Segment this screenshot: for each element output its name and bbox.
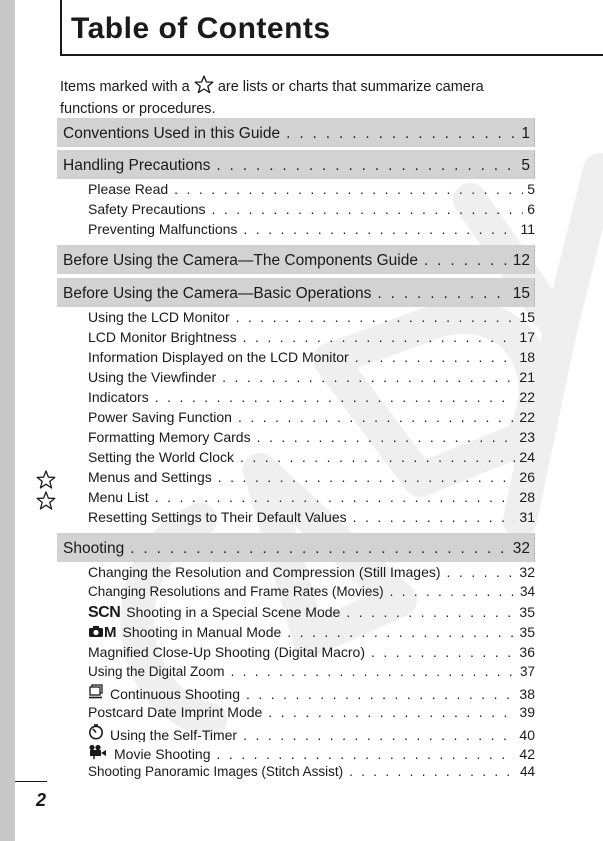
toc-entry[interactable] [88, 469, 535, 487]
section-page: 5 [521, 157, 530, 174]
leader-dots [353, 509, 516, 525]
toc-entry[interactable] [88, 369, 535, 387]
toc-entry[interactable] [88, 664, 535, 682]
entry-label: Indicators [88, 389, 149, 405]
toc-entry[interactable] [88, 389, 535, 407]
leader-dots [424, 252, 509, 270]
toc-section[interactable] [57, 278, 535, 307]
entry-label: Movie Shooting [114, 746, 211, 762]
entry-page: 26 [519, 469, 535, 485]
star-outline-icon [36, 491, 56, 511]
toc-entry[interactable] [88, 509, 535, 527]
entry-page: 37 [519, 664, 535, 679]
leader-dots [238, 409, 515, 425]
leader-dots [243, 329, 516, 345]
leader-dots [243, 727, 515, 742]
leader-dots [130, 540, 509, 558]
toc-entry[interactable] [88, 604, 535, 622]
entry-page: 5 [527, 181, 535, 197]
entry-label: Using the Viewfinder [88, 369, 217, 385]
entry-page: 36 [519, 644, 535, 660]
entry-page: 28 [519, 489, 535, 505]
continuous-shooting-icon [88, 684, 104, 702]
entry-label: Postcard Date Imprint Mode [88, 704, 263, 720]
toc-entry[interactable] [88, 724, 535, 742]
scn-mode-icon: SCN [88, 604, 121, 621]
entry-label: Preventing Malfunctions [88, 221, 238, 237]
toc-entry[interactable] [88, 684, 535, 702]
entry-page: 18 [519, 349, 535, 365]
section-page: 32 [512, 540, 530, 557]
toc-entry[interactable] [88, 489, 535, 507]
entry-label: Safety Precautions [88, 201, 206, 217]
intro-before: Items marked with a [60, 79, 190, 95]
title-box [60, 0, 603, 56]
entry-label: Shooting in a Special Scene Mode [126, 604, 341, 620]
entry-page: 21 [519, 369, 535, 385]
toc-entry[interactable] [88, 221, 535, 239]
leader-dots [216, 157, 517, 175]
toc-entry[interactable] [88, 429, 535, 447]
entry-page: 39 [519, 704, 535, 720]
self-timer-icon [88, 724, 104, 742]
leader-dots [236, 309, 516, 325]
leader-dots [222, 369, 515, 385]
leader-dots [390, 584, 516, 599]
toc-entry[interactable] [88, 329, 535, 347]
leader-dots [268, 704, 515, 720]
toc-section[interactable] [57, 118, 535, 147]
toc-entry[interactable] [88, 644, 535, 662]
entry-page: 35 [519, 624, 535, 640]
section-page: 12 [512, 252, 530, 269]
entry-label: Setting the World Clock [88, 449, 235, 465]
intro-text [60, 75, 540, 119]
entry-label: Changing the Resolution and Compression (Still Images) [88, 564, 441, 580]
leader-dots [286, 125, 517, 143]
left-margin-bar [0, 0, 15, 841]
leader-dots [155, 389, 516, 405]
entry-page: 22 [519, 389, 535, 405]
entry-page: 34 [519, 584, 535, 599]
entry-label: Changing Resolutions and Frame Rates (Movies) [88, 584, 384, 599]
star-outline-icon [194, 75, 214, 100]
leader-dots [155, 489, 516, 505]
section-label: Conventions Used in this Guide [63, 125, 281, 142]
entry-label: Power Saving Function [88, 409, 232, 425]
footer-rule [15, 781, 47, 782]
entry-label: Menus and Settings [88, 469, 212, 485]
leader-dots [217, 746, 516, 762]
page-title: Table of Contents [71, 12, 331, 45]
entry-page: 42 [519, 746, 535, 762]
entry-label: Using the Self-Timer [110, 727, 238, 742]
toc-entry[interactable] [88, 744, 535, 762]
toc-entry[interactable] [88, 704, 535, 722]
movie-icon [88, 744, 108, 762]
toc-entry[interactable] [88, 181, 535, 199]
entry-label: Magnified Close-Up Shooting (Digital Macro) [88, 644, 366, 660]
entry-label: Using the Digital Zoom [88, 664, 225, 679]
entry-page: 6 [527, 201, 535, 217]
entry-label: Shooting Panoramic Images (Stitch Assist) [88, 764, 344, 779]
toc-entry[interactable] [88, 309, 535, 327]
entry-page: 17 [519, 329, 535, 345]
entry-label: Information Displayed on the LCD Monitor [88, 349, 349, 365]
toc-entry[interactable] [88, 349, 535, 367]
entry-page: 44 [519, 764, 535, 779]
leader-dots [355, 349, 516, 365]
toc-section[interactable] [57, 533, 535, 562]
entry-label: Resetting Settings to Their Default Values [88, 509, 347, 525]
entry-page: 38 [519, 686, 535, 702]
toc-entry[interactable] [88, 624, 535, 642]
leader-dots [231, 664, 516, 679]
section-page: 15 [512, 285, 530, 302]
leader-dots [218, 469, 516, 485]
entry-page: 24 [519, 449, 535, 465]
star-outline-icon [36, 470, 56, 490]
entry-label: Shooting in Manual Mode [122, 624, 282, 640]
toc-section[interactable] [57, 150, 535, 179]
leader-dots [240, 449, 515, 465]
section-label: Shooting [63, 540, 125, 557]
leader-dots [257, 429, 516, 445]
entry-label: Formatting Memory Cards [88, 429, 251, 445]
entry-label: Please Read [88, 181, 169, 197]
section-label: Before Using the Camera—The Components Guide [63, 252, 418, 269]
entry-page: 23 [519, 429, 535, 445]
entry-page: 35 [519, 604, 535, 620]
leader-dots [371, 644, 515, 660]
toc-entry[interactable] [88, 409, 535, 427]
toc-entry[interactable] [88, 449, 535, 467]
leader-dots [447, 564, 516, 580]
manual-mode-letter: M [104, 624, 117, 641]
section-label: Before Using the Camera—Basic Operations [63, 285, 372, 302]
manual-mode-icon [88, 624, 117, 641]
section-page: 1 [521, 125, 530, 142]
toc-entry[interactable] [88, 564, 535, 582]
entry-page: 22 [519, 409, 535, 425]
toc-entry[interactable] [88, 584, 535, 602]
leader-dots [174, 181, 523, 197]
entry-label: Menu List [88, 489, 149, 505]
entry-page: 15 [519, 309, 535, 325]
intro-after: are lists or charts that summarize camera functions or procedures. [60, 79, 484, 117]
entry-page: 11 [520, 221, 535, 237]
leader-dots [246, 686, 515, 702]
page-number: 2 [36, 790, 47, 810]
leader-dots [346, 604, 515, 620]
entry-label: Using the LCD Monitor [88, 309, 230, 325]
section-label: Handling Precautions [63, 157, 211, 174]
entry-label: Continuous Shooting [110, 686, 240, 702]
leader-dots [243, 221, 516, 237]
entry-page: 40 [519, 727, 535, 742]
entry-page: 31 [519, 509, 535, 525]
toc-entry[interactable] [88, 201, 535, 219]
toc-section[interactable] [57, 245, 535, 274]
leader-dots [212, 201, 524, 217]
toc-entry[interactable] [88, 764, 535, 782]
leader-dots [287, 624, 515, 640]
entry-label: LCD Monitor Brightness [88, 329, 237, 345]
entry-page: 32 [519, 564, 535, 580]
leader-dots [377, 285, 508, 303]
leader-dots [349, 764, 516, 779]
